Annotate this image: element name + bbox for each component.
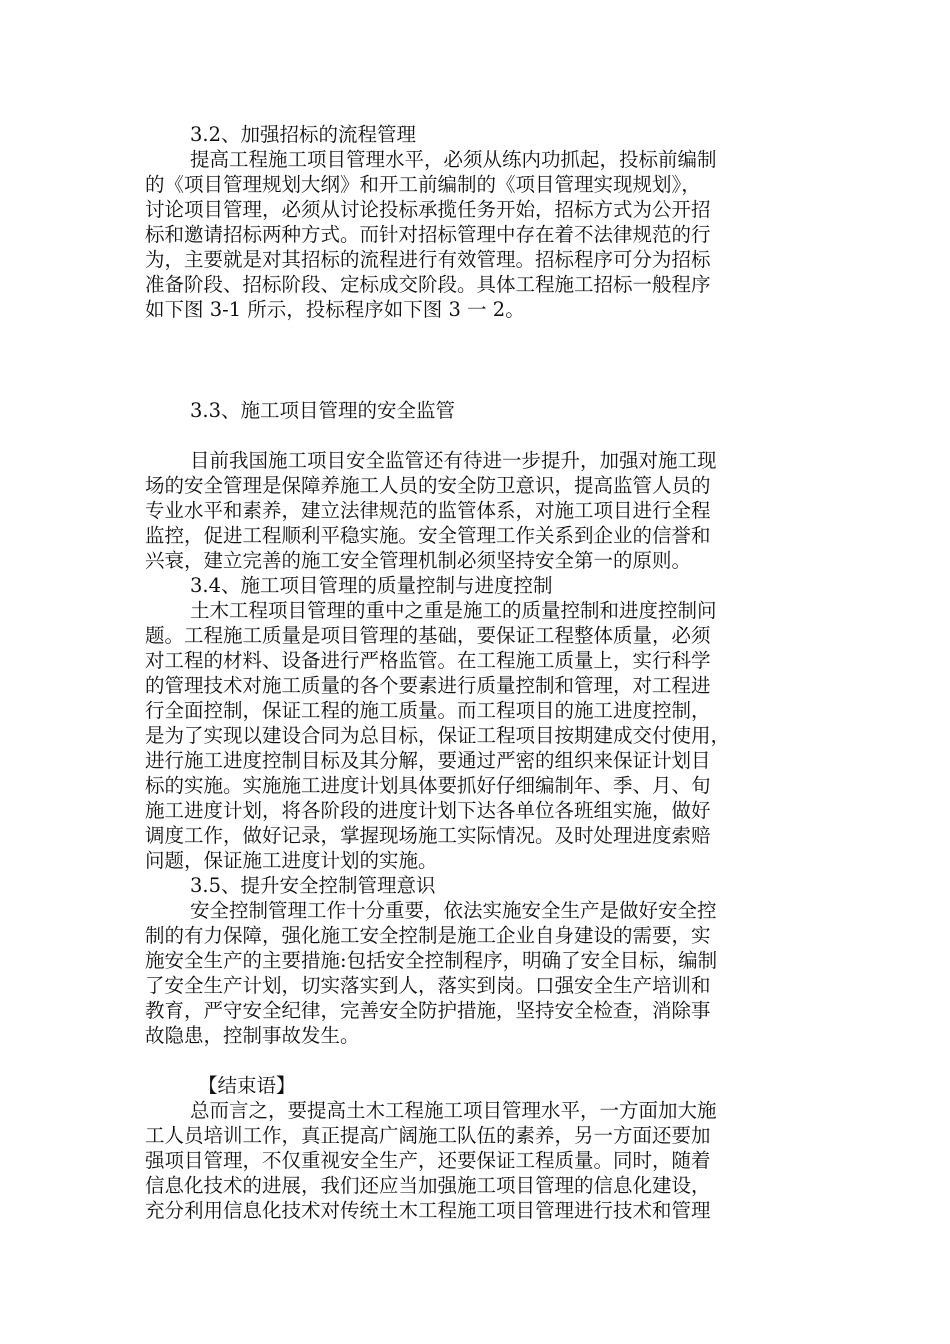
text-line: 场的安全管理是保障养施工人员的安全防卫意识，提高监管人员的 [145, 474, 711, 497]
text-line: 监控，促进工程顺利平稳实施。安全管理工作关系到企业的信誉和 [145, 524, 711, 547]
text-line: 施工进度计划，将各阶段的进度计划下达各单位各班组实施，做好 [145, 799, 711, 822]
text-line: 进行施工进度控制目标及其分解，要通过严密的组织来保证计划目 [145, 749, 711, 772]
text-line: 土木工程项目管理的重中之重是施工的质量控制和进度控制问 [190, 599, 717, 622]
text-line: 教育，严守安全纪律，完善安全防护措施，坚持安全检查，消除事 [145, 999, 711, 1022]
text-line: 的管理技术对施工质量的各个要素进行质量控制和管理，对工程进 [145, 674, 711, 697]
paragraph-conclusion [145, 1098, 805, 1223]
text-line: 讨论项目管理，必须从讨论投标承揽任务开始，招标方式为公开招 [145, 198, 711, 221]
text-line: 标和邀请招标两种方式。而针对招标管理中存在着不法律规范的行 [145, 223, 711, 246]
section-heading-3-4: 3.4、施工项目管理的质量控制与进度控制 [190, 574, 553, 597]
text-line: 问题，保证施工进度计划的实施。 [145, 849, 438, 872]
paragraph-3-5 [145, 898, 805, 1048]
text-line: 为，主要就是对其招标的流程进行有效管理。招标程序可分为招标 [145, 248, 711, 271]
text-line: 兴衰，建立完善的施工安全管理机制必须坚持安全第一的原则。 [145, 549, 692, 572]
text-line: 工人员培训工作，真正提高广阔施工队伍的素养，另一方面还要加 [145, 1124, 711, 1147]
section-heading-3-3: 3.3、施工项目管理的安全监管 [190, 399, 456, 422]
text-line: 题。工程施工质量是项目管理的基础，要保证工程整体质量，必须 [145, 624, 711, 647]
conclusion-heading: 【结束语】 [198, 1074, 296, 1097]
text-line: 的《项目管理规划大纲》和开工前编制的《项目管理实现规划》， [145, 173, 701, 196]
text-line: 施安全生产的主要措施:包括安全控制程序，明确了安全目标，编制 [145, 949, 718, 972]
text-line: 行全面控制，保证工程的施工质量。而工程项目的施工进度控制， [145, 699, 711, 722]
paragraph-3-4 [145, 598, 805, 873]
text-line: 安全控制管理工作十分重要，依法实施安全生产是做好安全控 [190, 899, 717, 922]
text-line: 调度工作，做好记录，掌握现场施工实际情况。及时处理进度索赔 [145, 824, 711, 847]
text-line: 制的有力保障，强化施工安全控制是施工企业自身建设的需要，实 [145, 924, 711, 947]
text-line: 故隐患，控制事故发生。 [145, 1024, 360, 1047]
text-line: 标的实施。实施施工进度计划具体要抓好仔细编制年、季、月、旬 [145, 774, 711, 797]
text-line: 是为了实现以建设合同为总目标，保证工程项目按期建成交付使用， [145, 724, 731, 747]
text-line: 了安全生产计划，切实落实到人，落实到岗。口强安全生产培训和 [145, 974, 711, 997]
text-line: 专业水平和素养，建立法律规范的监管体系，对施工项目进行全程 [145, 499, 711, 522]
text-line: 强项目管理，不仅重视安全生产，还要保证工程质量。同时，随着 [145, 1149, 711, 1172]
text-line: 提高工程施工项目管理水平，必须从练内功抓起，投标前编制 [190, 148, 717, 171]
text-line: 充分利用信息化技术对传统土木工程施工项目管理进行技术和管理 [145, 1199, 711, 1222]
text-line: 如下图 3-1 所示，投标程序如下图 3 一 2。 [145, 298, 525, 321]
section-heading-3-2: 3.2、加强招标的流程管理 [190, 123, 417, 146]
paragraph-3-3 [145, 448, 805, 573]
section-heading-3-5: 3.5、提升安全控制管理意识 [190, 874, 436, 897]
text-line: 总而言之，要提高土木工程施工项目管理水平，一方面加大施 [190, 1099, 717, 1122]
text-line: 目前我国施工项目安全监管还有待进一步提升，加强对施工现 [190, 449, 717, 472]
paragraph-3-2 [145, 147, 805, 322]
text-line: 对工程的材料、设备进行严格监管。在工程施工质量上，实行科学 [145, 649, 711, 672]
text-line: 信息化技术的进展，我们还应当加强施工项目管理的信息化建设， [145, 1174, 711, 1197]
text-line: 准备阶段、招标阶段、定标成交阶段。具体工程施工招标一般程序 [145, 273, 711, 296]
